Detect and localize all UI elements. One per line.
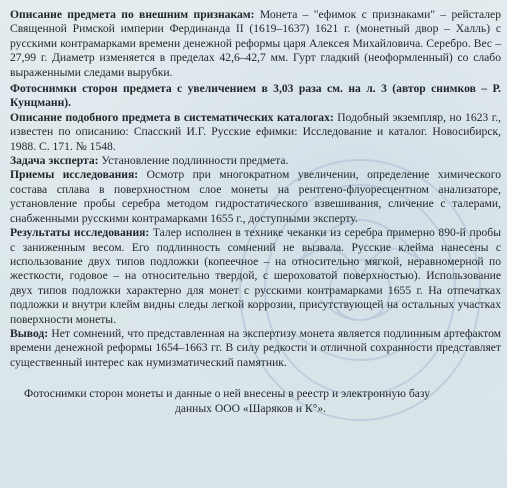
task-text: Установление подлинности предмета.	[98, 154, 289, 168]
methods-text: Осмотр при многократном увеличении, определение химического состава сплава в поверхностном слое монеты на рентгено-флуоресцентном анализаторе, установление пробы серебра методом гидростатического взвешивания, сличение с талерами, снабженными русскими контрамарками 1655 г., доступными эксперту.	[10, 168, 501, 225]
footer-line2: данных ООО «Шаряков и К°».	[174, 401, 327, 415]
photos-note: Фотоснимки сторон предмета с увеличением в 3,03 раза см. на л. 3 (автор снимков – Р. Кунцманн).	[10, 82, 501, 110]
similar-paragraph	[10, 111, 501, 154]
description-label: Описание предмета по внешним признакам:	[10, 8, 255, 21]
conclusion-label: Вывод:	[10, 326, 49, 340]
task-paragraph	[10, 154, 501, 168]
conclusion-text: Нет сомнений, что представленная на экспертизу монета является подлинным артефактом времени денежной реформы 1654–1663 гг. В силу редкости и отличной сохранности представляет существенный интерес как нумизматический памятник.	[10, 326, 501, 369]
methods-paragraph	[10, 168, 501, 226]
methods-label: Приемы исследования:	[10, 168, 139, 182]
similar-label: Описание подобного предмета в систематических каталогах:	[10, 110, 334, 124]
results-text: Талер исполнен в технике чеканки из серебра примерно 890-й пробы с заниженным весом. Его подлинность сомнений не вызвала. Русские клейма нанесены с использование двух типов подложки (копеечное – на относительно мягкой, неравномерной по жесткости, годовое – на относительно твердой, с шероховатой поверхностью). Использование двух типов подложки характерно для монет с русскими контрамарками 1655 г. На отпечатках подложки и внутри клейм видны следы легкой коррозии, присутствующей на остальных участках поверхности монеты.	[10, 226, 501, 326]
footer-line1: Фотоснимки сторон монеты и данные о ней внесены в реестр и электронную базу	[24, 387, 431, 401]
description-text: Монета – "ефимок с признаками" – рейсталер Священной Римской империи Фердинанда II (1619–1637) 1621 г. (монетный двор – Халль) с русскими контрамарками времени денежной реформы царя Алексея Михайловича. Серебро. Вес – 27,99 г. Диаметр изменяется в пределах 42,6–42,7 мм. Гурт гладкий (неоформленный) со слабо выраженными следами вырубки.	[10, 8, 501, 79]
footer-note	[10, 387, 501, 416]
description-paragraph	[10, 8, 501, 80]
task-label: Задача эксперта:	[10, 154, 99, 168]
results-paragraph	[10, 226, 501, 327]
similar-text: Подобный экземпляр, но 1623 г., известен по описанию: Спасский И.Г. Русские ефимки: Исследование и каталог. Новосибирск, 1988. С. 171. № 1548.	[10, 110, 501, 153]
conclusion-paragraph	[10, 327, 501, 370]
results-label: Результаты исследования:	[10, 226, 150, 240]
